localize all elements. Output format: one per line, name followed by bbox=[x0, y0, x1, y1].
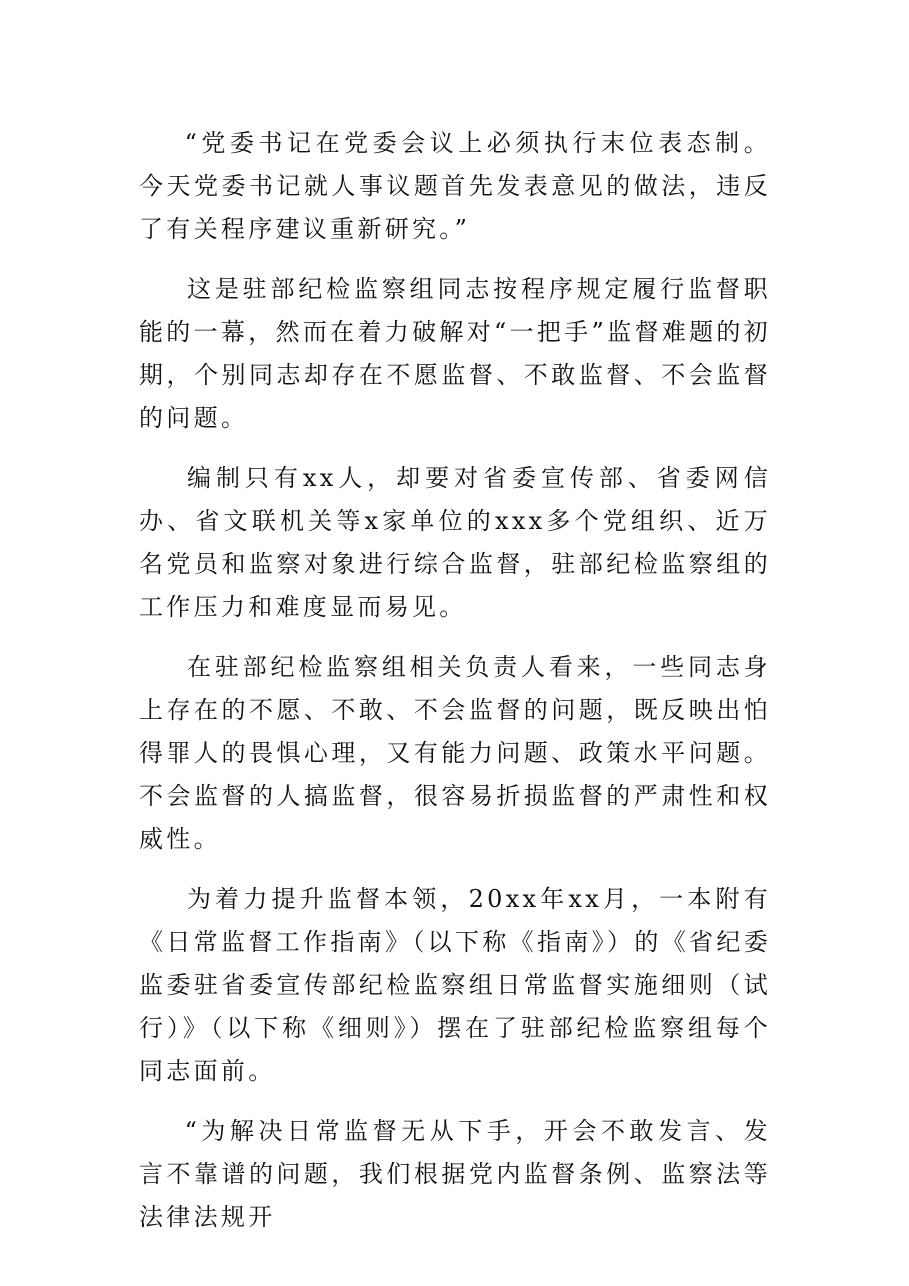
paragraph-6: “为解决日常监督无从下手，开会不敢发言、发言不靠谱的问题，我们根据党内监督条例、监察法等法律法规开 bbox=[139, 1117, 771, 1231]
paragraph-5: 为着力提升监督本领，20xx年xx月，一本附有《日常监督工作指南》（以下称《指南》）的《省纪委监委驻省委宣传部纪检监察组日常监督实施细则（试行）》（以下称《细则》）摆在了驻部纪检监察组每个同志面前。 bbox=[139, 885, 771, 1085]
paragraph-1: “党委书记在党委会议上必须执行末位表态制。今天党委书记就人事议题首先发表意见的做法，违反了有关程序建议重新研究。” bbox=[139, 129, 771, 243]
paragraph-3: 编制只有xx人，却要对省委宣传部、省委网信办、省文联机关等x家单位的xxx多个党组织、近万名党员和监察对象进行综合监督，驻部纪检监察组的工作压力和难度显而易见。 bbox=[139, 464, 771, 621]
paragraph-4: 在驻部纪检监察组相关负责人看来，一些同志身上存在的不愿、不敢、不会监督的问题，既反映出怕得罪人的畏惧心理，又有能力问题、政策水平问题。不会监督的人搞监督，很容易折损监督的严肃性和权威性。 bbox=[139, 653, 771, 853]
paragraph-2: 这是驻部纪检监察组同志按程序规定履行监督职能的一幕，然而在着力破解对“一把手”监督难题的初期，个别同志却存在不愿监督、不敢监督、不会监督的问题。 bbox=[139, 275, 771, 432]
document-body bbox=[139, 122, 771, 1256]
